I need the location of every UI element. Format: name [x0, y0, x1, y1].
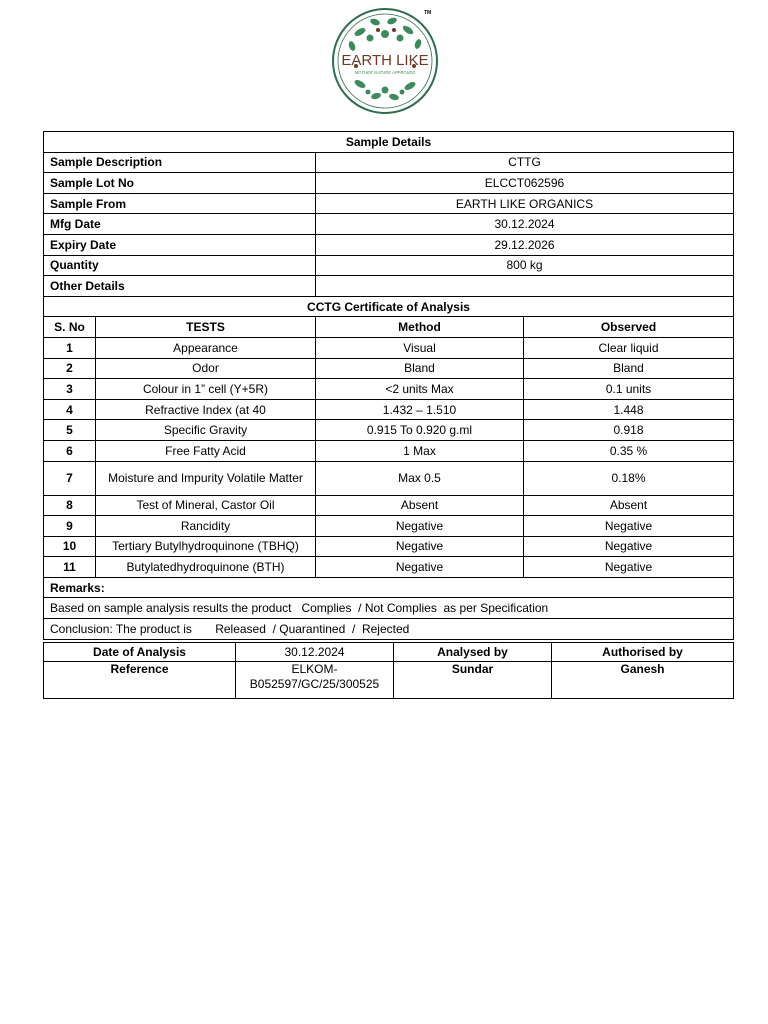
test-number: 2: [44, 358, 96, 379]
test-name: Colour in 1” cell (Y+5R): [96, 379, 316, 400]
test-number: 8: [44, 495, 96, 516]
coa-column-header: Method: [316, 317, 524, 338]
signoff-header-row: [44, 643, 734, 662]
logo-brand: EARTH LIKE: [341, 52, 429, 69]
sample-detail-value: 30.12.2024: [316, 214, 734, 235]
date-of-analysis-value: 30.12.2024: [236, 643, 394, 662]
coa-column-header-row: [44, 317, 734, 338]
sample-details-heading: Sample Details: [44, 132, 734, 153]
test-number: 9: [44, 516, 96, 537]
sample-detail-row: [44, 152, 734, 173]
coa-column-header: Observed: [524, 317, 734, 338]
test-method: Negative: [316, 557, 524, 578]
test-name: Free Fatty Acid: [96, 440, 316, 461]
test-observed: Negative: [524, 557, 734, 578]
sample-detail-value: ELCCT062596: [316, 173, 734, 194]
test-number: 5: [44, 420, 96, 441]
test-number: 6: [44, 440, 96, 461]
test-method: Max 0.5: [316, 461, 524, 495]
test-observed: 0.1 units: [524, 379, 734, 400]
coa-test-row: [44, 399, 734, 420]
coa-test-row: [44, 440, 734, 461]
conclusion-statement: Conclusion: The product is Released / Quarantined / Rejected: [44, 619, 734, 640]
test-observed: Bland: [524, 358, 734, 379]
test-observed: Negative: [524, 536, 734, 557]
test-name: Odor: [96, 358, 316, 379]
compliance-statement-row: [44, 598, 734, 619]
sample-detail-row: [44, 193, 734, 214]
coa-test-row: [44, 379, 734, 400]
test-observed: Negative: [524, 516, 734, 537]
coa-test-row: [44, 516, 734, 537]
analysed-by-name: Sundar: [394, 662, 552, 699]
test-number: 4: [44, 399, 96, 420]
conclusion-row: [44, 619, 734, 640]
test-number: 1: [44, 337, 96, 358]
trademark-mark: TM: [424, 10, 432, 16]
test-method: Absent: [316, 495, 524, 516]
coa-test-row: [44, 358, 734, 379]
test-method: Negative: [316, 516, 524, 537]
date-of-analysis-label: Date of Analysis: [44, 643, 236, 662]
sample-detail-label: Sample From: [44, 193, 316, 214]
coa-test-row: [44, 420, 734, 441]
test-name: Specific Gravity: [96, 420, 316, 441]
compliance-statement: Based on sample analysis results the product Complies / Not Complies as per Specification: [44, 598, 734, 619]
test-observed: 1.448: [524, 399, 734, 420]
sample-detail-value: 29.12.2026: [316, 234, 734, 255]
sample-detail-value: CTTG: [316, 152, 734, 173]
sample-detail-label: Other Details: [44, 276, 316, 297]
test-name: Test of Mineral, Castor Oil: [96, 495, 316, 516]
test-name: Rancidity: [96, 516, 316, 537]
test-method: 1.432 – 1.510: [316, 399, 524, 420]
test-method: 1 Max: [316, 440, 524, 461]
coa-test-row: [44, 557, 734, 578]
coa-test-row: [44, 536, 734, 557]
authorised-by-name: Ganesh: [552, 662, 734, 699]
test-number: 7: [44, 461, 96, 495]
sample-detail-value: 800 kg: [316, 255, 734, 276]
sample-detail-value: [316, 276, 734, 297]
signoff-reference-row: [44, 662, 734, 699]
test-name: Appearance: [96, 337, 316, 358]
test-observed: 0.35 %: [524, 440, 734, 461]
sample-detail-row: [44, 214, 734, 235]
remarks-label: Remarks:: [44, 577, 734, 598]
analysed-by-label: Analysed by: [394, 643, 552, 662]
coa-column-header: S. No: [44, 317, 96, 338]
analysis-signoff-table: [43, 642, 734, 699]
test-method: 0.915 To 0.920 g.ml: [316, 420, 524, 441]
test-method: Visual: [316, 337, 524, 358]
sample-detail-value: EARTH LIKE ORGANICS: [316, 193, 734, 214]
sample-and-analysis-table: [43, 131, 734, 640]
test-observed: 0.918: [524, 420, 734, 441]
coa-column-header: TESTS: [96, 317, 316, 338]
sample-details-heading-row: [44, 132, 734, 153]
test-name: Tertiary Butylhydroquinone (TBHQ): [96, 536, 316, 557]
sample-detail-label: Sample Description: [44, 152, 316, 173]
test-observed: Absent: [524, 495, 734, 516]
coa-test-row: [44, 337, 734, 358]
test-observed: Clear liquid: [524, 337, 734, 358]
sample-detail-label: Mfg Date: [44, 214, 316, 235]
coa-test-row: [44, 495, 734, 516]
test-method: Negative: [316, 536, 524, 557]
test-name: Refractive Index (at 40: [96, 399, 316, 420]
sample-detail-label: Expiry Date: [44, 234, 316, 255]
sample-detail-row: [44, 173, 734, 194]
sample-detail-label: Sample Lot No: [44, 173, 316, 194]
coa-heading: CCTG Certificate of Analysis: [44, 296, 734, 317]
test-number: 3: [44, 379, 96, 400]
test-name: Butylatedhydroquinone (BTH): [96, 557, 316, 578]
test-number: 10: [44, 536, 96, 557]
remarks-row: [44, 577, 734, 598]
sample-detail-row: [44, 234, 734, 255]
logo-tagline: MOTHER NATURE APPROVED: [354, 70, 416, 75]
authorised-by-label: Authorised by: [552, 643, 734, 662]
sample-detail-row: [44, 276, 734, 297]
earth-like-logo: [330, 6, 440, 116]
reference-label: Reference: [44, 662, 236, 699]
test-method: <2 units Max: [316, 379, 524, 400]
test-method: Bland: [316, 358, 524, 379]
test-name: Moisture and Impurity Volatile Matter: [96, 461, 316, 495]
sample-detail-row: [44, 255, 734, 276]
test-number: 11: [44, 557, 96, 578]
reference-value: ELKOM-B052597/GC/25/300525: [236, 662, 394, 699]
coa-test-row: [44, 461, 734, 495]
test-observed: 0.18%: [524, 461, 734, 495]
coa-heading-row: [44, 296, 734, 317]
sample-detail-label: Quantity: [44, 255, 316, 276]
